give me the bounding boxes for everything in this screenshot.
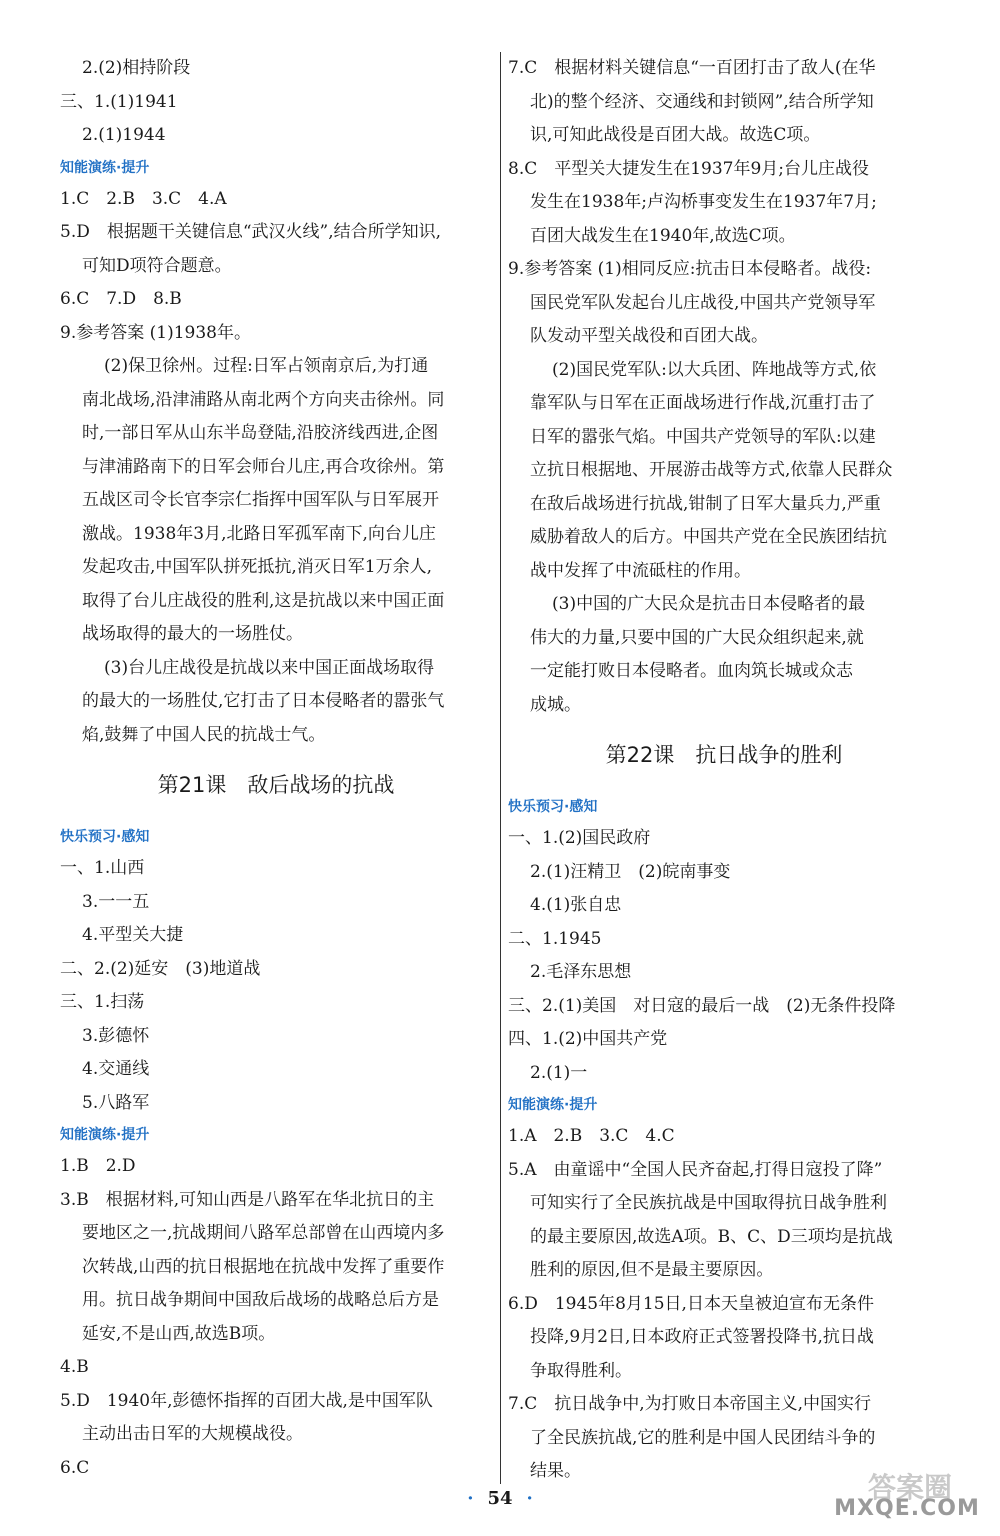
text-line: 6.C	[60, 1457, 90, 1478]
footer-dot-left: ·	[467, 1488, 474, 1509]
text-line: 与津浦路南下的日军会师台儿庄,再合攻徐州。第	[82, 456, 445, 477]
page-number: 54	[487, 1488, 513, 1509]
section-heading: 知能演练·提升	[60, 159, 150, 176]
text-line: 战中发挥了中流砥柱的作用。	[530, 560, 751, 581]
text-line: 发起攻击,中国军队拼死抵抗,消灭日军1万余人,	[82, 557, 433, 577]
footer-dot-right: ·	[526, 1488, 533, 1509]
text-line: 1.B 2.D	[60, 1156, 136, 1176]
text-line: 威胁着敌人的后方。中国共产党在全民族团结抗	[530, 527, 887, 547]
text-line: 一、1.(2)国民政府	[508, 828, 651, 848]
watermark-logo	[822, 1466, 992, 1532]
text-line: 四、1.(2)中国共产党	[508, 1029, 668, 1049]
section-heading: 快乐预习·感知	[60, 829, 150, 845]
text-line: 6.D 1945年8月15日,日本天皇被迫宣布无条件	[508, 1293, 874, 1314]
text-line: 3.B 根据材料,可知山西是八路军在华北抗日的主	[60, 1189, 435, 1210]
text-line: 胜利的原因,但不是最主要原因。	[530, 1260, 774, 1280]
text-line: (3)中国的广大民众是抗击日本侵略者的最	[552, 594, 866, 614]
text-line: 4.交通线	[82, 1059, 150, 1079]
text-line: 北)的整个经济、交通线和封锁网”,结合所学知	[530, 91, 874, 112]
text-line: 1.A 2.B 3.C 4.C	[508, 1126, 675, 1146]
text-line: 立抗日根据地、开展游击战等方式,依靠人民群众	[530, 460, 893, 480]
text-line: 争取得胜利。	[530, 1360, 632, 1381]
text-line: 可知实行了全民族抗战是中国取得抗日战争胜利	[530, 1193, 887, 1213]
text-line: 三、1.(1)1941	[60, 91, 178, 112]
text-line: 发生在1938年;卢沟桥事变发生在1937年7月;	[530, 192, 877, 212]
text-line: 8.C 平型关大捷发生在1937年9月;台儿庄战役	[508, 158, 870, 179]
text-line: 3.一一五	[82, 891, 150, 912]
section-heading: 知能演练·提升	[508, 1097, 598, 1113]
text-line: 五战区司令长官李宗仁指挥中国军队与日军展开	[82, 490, 439, 510]
text-line: (2)保卫徐州。过程:日军占领南京后,为打通	[104, 356, 429, 376]
section-heading: 知能演练·提升	[60, 1127, 150, 1143]
text-line: 识,可知此战役是百团大战。故选C项。	[530, 125, 821, 145]
text-line: 1.C 2.B 3.C 4.A	[60, 188, 227, 209]
text-line: 3.彭德怀	[82, 1025, 150, 1046]
text-line: 2.(1)1944	[82, 125, 166, 145]
text-line: 时,一部日军从山东半岛登陆,沿胶济线西进,企图	[82, 423, 439, 443]
text-line: 6.C 7.D 8.B	[60, 289, 182, 309]
text-line: 用。抗日战争期间中国敌后战场的战略总后方是	[82, 1290, 439, 1310]
text-line: 焰,鼓舞了中国人民的抗战士气。	[82, 724, 326, 745]
text-line: 国民党军队发起台儿庄战役,中国共产党领导军	[530, 292, 876, 313]
text-line: 日军的嚣张气焰。中国共产党领导的军队:以建	[530, 426, 876, 447]
text-line: 的最大的一场胜仗,它打击了日本侵略者的嚣张气	[82, 691, 445, 711]
text-line: 了全民族抗战,它的胜利是中国人民团结斗争的	[530, 1427, 876, 1448]
text-line: 5.D 根据题干关键信息“武汉火线”,结合所学知识,	[60, 222, 442, 242]
watermark-text: 答案圈	[867, 1471, 952, 1504]
text-line: 2.毛泽东思想	[530, 962, 632, 982]
left-column	[60, 52, 492, 1485]
text-line: 5.八路军	[82, 1092, 150, 1113]
text-line: 伟大的力量,只要中国的广大民众组织起来,就	[530, 627, 864, 648]
text-line: (3)台儿庄战役是抗战以来中国正面战场取得	[104, 657, 435, 678]
text-line: 靠军队与日军在正面战场进行作战,沉重打击了	[530, 393, 876, 413]
text-line: 7.C 抗日战争中,为打败日本帝国主义,中国实行	[508, 1394, 872, 1414]
text-line: 5.D 1940年,彭德怀指挥的百团大战,是中国军队	[60, 1390, 433, 1411]
text-line: 要地区之一,抗战期间八路军总部曾在山西境内多	[82, 1223, 445, 1243]
text-line: 7.C 根据材料关键信息“一百团打击了敌人(在华	[508, 58, 876, 78]
text-line: 可知D项符合题意。	[82, 255, 232, 276]
column-divider	[500, 52, 501, 1484]
text-line: 二、1.1945	[508, 928, 602, 949]
text-line: 4.平型关大捷	[82, 925, 184, 945]
text-line: 延安,不是山西,故选B项。	[82, 1323, 276, 1344]
text-line: 9.参考答案 (1)1938年。	[60, 322, 251, 343]
text-line: 南北战场,沿津浦路从南北两个方向夹击徐州。同	[82, 389, 445, 410]
text-line: 激战。1938年3月,北路日军孤军南下,向台儿庄	[82, 523, 436, 544]
text-line: 二、2.(2)延安 (3)地道战	[60, 958, 261, 979]
text-line: 战场取得的最大的一场胜仗。	[82, 624, 303, 644]
text-line: 三、1.扫荡	[60, 992, 145, 1012]
lesson-title: 第21课 敌后战场的抗战	[157, 773, 395, 797]
text-line: 5.A 由童谣中“全国人民齐奋起,打得日寇投了降”	[508, 1159, 883, 1180]
text-line: 在敌后战场进行抗战,钳制了日军大量兵力,严重	[530, 493, 881, 514]
text-line: (2)国民党军队:以大兵团、阵地战等方式,依	[552, 359, 877, 380]
text-line: 4.B	[60, 1357, 89, 1377]
text-line: 9.参考答案 (1)相同反应:抗击日本侵略者。战役:	[508, 259, 872, 279]
section-heading: 快乐预习·感知	[508, 799, 598, 815]
text-line: 成城。	[530, 694, 581, 715]
text-line: 队发动平型关战役和百团大战。	[530, 326, 768, 346]
right-column	[508, 52, 940, 1489]
text-line: 次转战,山西的抗日根据地在抗战中发挥了重要作	[82, 1256, 445, 1277]
text-line: 百团大战发生在1940年,故选C项。	[530, 225, 796, 246]
text-line: 2.(2)相持阶段	[82, 58, 191, 78]
text-line: 三、2.(1)美国 对日寇的最后一战 (2)无条件投降	[508, 995, 896, 1016]
watermark-url: MXQE.COM	[834, 1496, 980, 1521]
text-line: 投降,9月2日,日本政府正式签署投降书,抗日战	[530, 1327, 874, 1347]
lesson-title: 第22课 抗日战争的胜利	[605, 743, 843, 767]
text-line: 2.(1)一	[530, 1062, 588, 1083]
text-line: 结果。	[530, 1461, 581, 1481]
text-line: 的最主要原因,故选A项。B、C、D三项均是抗战	[530, 1226, 893, 1247]
text-line: 取得了台儿庄战役的胜利,这是抗战以来中国正面	[82, 590, 445, 611]
text-line: 一定能打败日本侵略者。血肉筑长城或众志	[530, 661, 853, 681]
text-line: 2.(1)汪精卫 (2)皖南事变	[530, 861, 731, 882]
text-line: 一、1.山西	[60, 858, 145, 878]
text-line: 主动出击日军的大规模战役。	[82, 1424, 303, 1444]
text-line: 4.(1)张自忠	[530, 895, 622, 915]
